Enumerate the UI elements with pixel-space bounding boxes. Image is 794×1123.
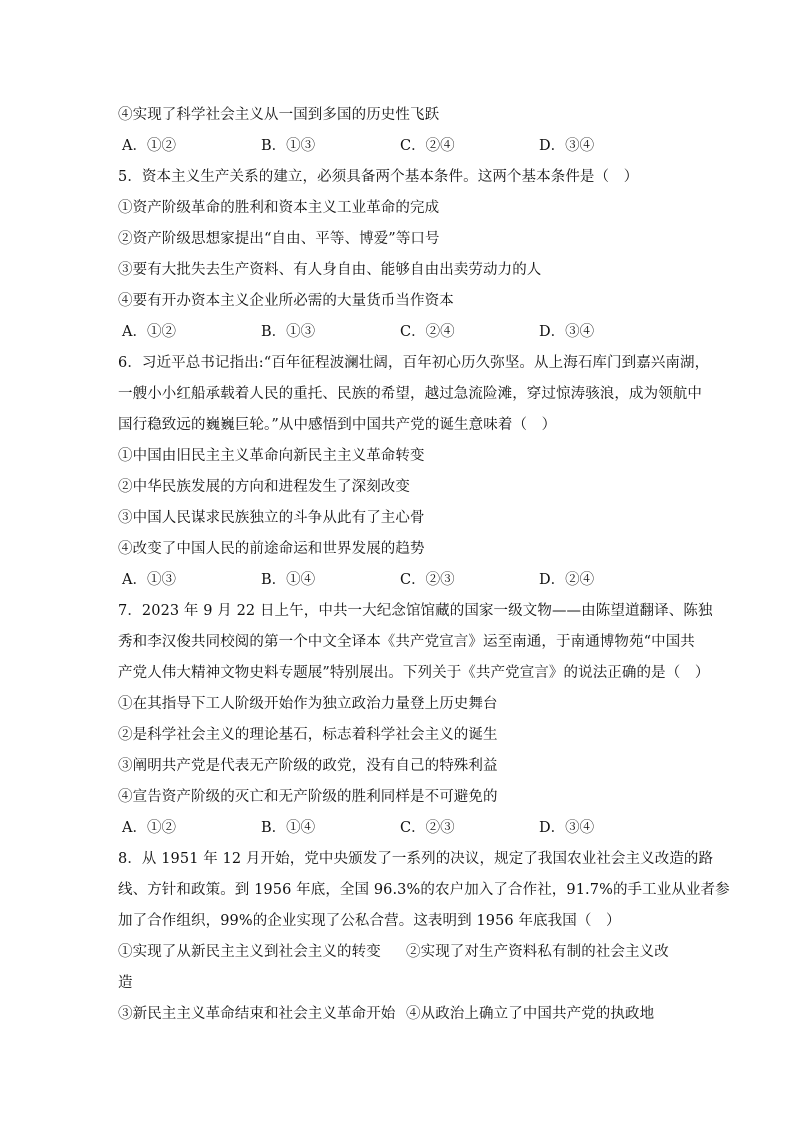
q8-stem-line-2: 线、方针和政策。到 1956 年底，全国 96.3%的农户加入了合作社，91.7%的手工业从业者参 <box>118 882 730 898</box>
q6-option-c: C．②③ <box>400 572 455 588</box>
q8-stem-line-1: 8．从 1951 年 12 月开始，党中央颁发了一系列的决议，规定了我国农业社会主义改造的路 <box>118 851 714 867</box>
q6-option-b: B．①④ <box>261 572 316 588</box>
q5-options <box>118 317 678 348</box>
q5-item-2: ②资产阶级思想家提出“自由、平等、博爱”等口号 <box>118 231 440 247</box>
q5-item-4: ④要有开办资本主义企业所必需的大量货币当作资本 <box>118 293 454 309</box>
q7-options <box>118 813 678 844</box>
q8-items-row-1 <box>118 937 678 968</box>
q5-stem: 5．资本主义生产关系的建立，必须具备两个基本条件。这两个基本条件是（ ） <box>118 169 639 185</box>
q4-options <box>118 131 678 162</box>
q5-option-b: B．①③ <box>261 324 316 340</box>
q6-stem-line-3: 国行稳致远的巍巍巨轮。”从中感悟到中国共产党的诞生意味着（ ） <box>118 417 557 433</box>
q7-item-2: ②是科学社会主义的理论基石，标志着科学社会主义的诞生 <box>118 727 498 743</box>
q5-option-a: A．①② <box>122 324 176 340</box>
q7-item-4: ④宣告资产阶级的灭亡和无产阶级的胜利同样是不可避免的 <box>118 789 498 805</box>
q8-stem-line-3: 加了合作组织，99%的企业实现了公私合营。这表明到 1956 年底我国（ ） <box>118 913 621 929</box>
q6-item-2: ②中华民族发展的方向和进程发生了深刻改变 <box>118 479 410 495</box>
q7-stem-line-1: 7．2023 年 9 月 22 日上午，中共一大纪念馆馆藏的国家一级文物——由陈望道翻译、陈独 <box>118 603 713 619</box>
q7-option-d: D．③④ <box>539 820 595 836</box>
q4-option-a: A．①② <box>122 138 176 154</box>
q4-option-d: D．③④ <box>539 138 595 154</box>
q6-stem-line-1: 6．习近平总书记指出:“百年征程波澜壮阔，百年初心历久弥坚。从上海石库门到嘉兴南湖， <box>118 355 710 371</box>
q8-item-1: ①实现了从新民主主义到社会主义的转变 <box>118 944 381 960</box>
q7-option-c: C．②③ <box>400 820 455 836</box>
q6-option-d: D．②④ <box>539 572 595 588</box>
q8-item-3: ③新民主主义革命结束和社会主义革命开始 <box>118 1006 396 1022</box>
q6-options <box>118 565 678 596</box>
q4-option-c: C．②④ <box>400 138 455 154</box>
q5-item-3: ③要有大批失去生产资料、有人身自由、能够自由出卖劳动力的人 <box>118 262 542 278</box>
q8-items-row-2 <box>118 999 678 1030</box>
q7-stem-line-3: 产党人伟大精神文物史料专题展”特别展出。下列关于《共产党宣言》的说法正确的是（ ） <box>118 665 710 681</box>
q7-stem-line-2: 秀和李汉俊共同校阅的第一个中文全译本《共产党宣言》运至南通，于南通博物苑“中国共 <box>118 634 695 650</box>
q6-stem-line-2: 一艘小小红船承载着人民的重托、民族的希望，越过急流险滩，穿过惊涛骇浪，成为领航中 <box>118 386 702 402</box>
q7-item-3: ③阐明共产党是代表无产阶级的政党，没有自己的特殊利益 <box>118 758 498 774</box>
q4-option-b: B．①③ <box>261 138 316 154</box>
q5-option-c: C．②④ <box>400 324 455 340</box>
q8-item-2: ②实现了对生产资料私有制的社会主义改 <box>406 944 669 960</box>
q6-item-4: ④改变了中国人民的前途命运和世界发展的趋势 <box>118 541 425 557</box>
q6-item-1: ①中国由旧民主主义革命向新民主主义革命转变 <box>118 448 425 464</box>
q7-item-1: ①在其指导下工人阶级开始作为独立政治力量登上历史舞台 <box>118 696 498 712</box>
q5-item-1: ①资产阶级革命的胜利和资本主义工业革命的完成 <box>118 200 440 216</box>
q8-item-2-continued: 造 <box>118 975 133 991</box>
q4-item-4: ④实现了科学社会主义从一国到多国的历史性飞跃 <box>118 107 440 123</box>
q8-item-4: ④从政治上确立了中国共产党的执政地 <box>406 1006 655 1022</box>
q7-option-a: A．①② <box>122 820 176 836</box>
q6-item-3: ③中国人民谋求民族独立的斗争从此有了主心骨 <box>118 510 425 526</box>
q6-option-a: A．①③ <box>122 572 176 588</box>
q5-option-d: D．③④ <box>539 324 595 340</box>
q7-option-b: B．①④ <box>261 820 316 836</box>
exam-page <box>118 100 730 1030</box>
